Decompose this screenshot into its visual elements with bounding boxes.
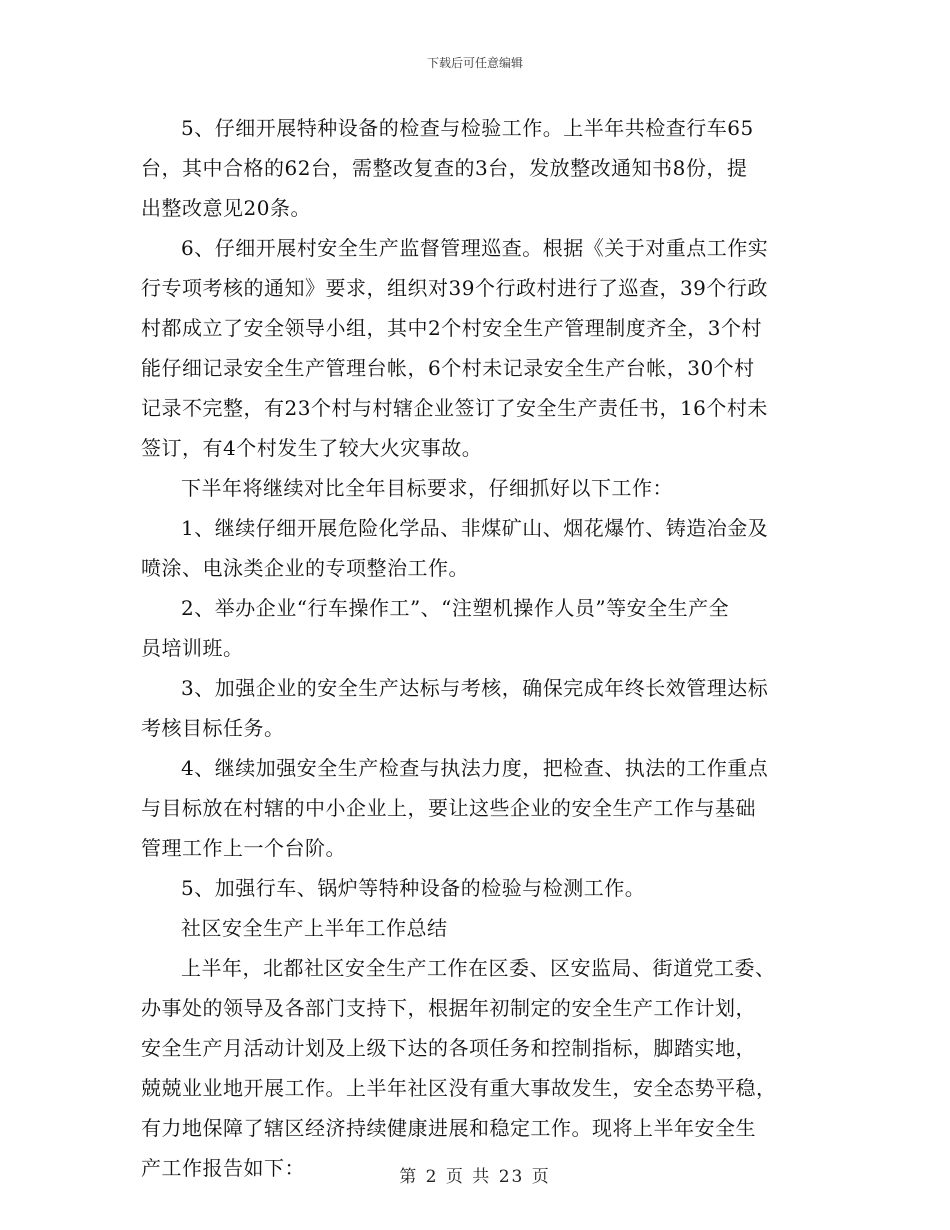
page-number-footer: 第 2 页 共 23 页 <box>399 1167 551 1187</box>
page-header-note: 下载后可任意编辑 <box>426 56 523 70</box>
paragraph-task-1: 1、继续仔细开展危险化学品、非煤矿山、烟花爆竹、铸造冶金及 喷涂、电泳类企业的专项整治工作。 <box>141 516 769 580</box>
paragraph-special-equipment-inspection: 5、仔细开展特种设备的检查与检验工作。上半年共检查行车65 台，其中合格的62台，需整改复查的3台，发放整改通知书8份，提 出整改意见20条。 <box>141 116 754 220</box>
document-body <box>141 108 811 1188</box>
paragraph-second-half-intro: 下半年将继续对比全年目标要求，仔细抓好以下工作： <box>181 476 673 500</box>
paragraph-task-3: 3、加强企业的安全生产达标与考核，确保完成年终长效管理达标 考核目标任务。 <box>141 676 769 740</box>
paragraph-village-safety-patrol: 6、仔细开展村安全生产监督管理巡查。根据《关于对重点工作实 行专项考核的通知》要求，组织对39个行政村进行了巡查，39个行政 村都成立了安全领导小组，其中2个村安全生产管理制度齐全，3个村 能仔细记录安全生产管理台帐，6个村未记录安全生产台帐，30个村 记录不完整，有23个村与村辖企业签订了安全生产责任书，16个村未 签订，有4个村发生了较大火灾事故。 <box>141 236 769 460</box>
paragraph-task-5: 5、加强行车、锅炉等特种设备的检验与检测工作。 <box>181 876 646 900</box>
paragraph-task-4: 4、继续加强安全生产检查与执法力度，把检查、执法的工作重点 与目标放在村辖的中小企业上，要让这些企业的安全生产工作与基础 管理工作上一个台阶。 <box>141 756 769 860</box>
paragraph-community-summary: 上半年，北都社区安全生产工作在区委、区安监局、街道党工委、 办事处的领导及各部门支持下，根据年初制定的安全生产工作计划， 安全生产月活动计划及上级下达的各项任务和控制指标，脚踏实地， 兢兢业业地开展工作。上半年社区没有重大事故发生，安全态势平稳， 有力地保障了辖区经济持续健康进展和稳定工作。现将上半年安全生 产工作报告如下： <box>141 956 777 1180</box>
paragraph-task-2: 2、举办企业“行车操作工”、“注塑机操作人员”等安全生产全 员培训班。 <box>141 596 730 660</box>
section-title: 社区安全生产上半年工作总结 <box>181 916 448 940</box>
